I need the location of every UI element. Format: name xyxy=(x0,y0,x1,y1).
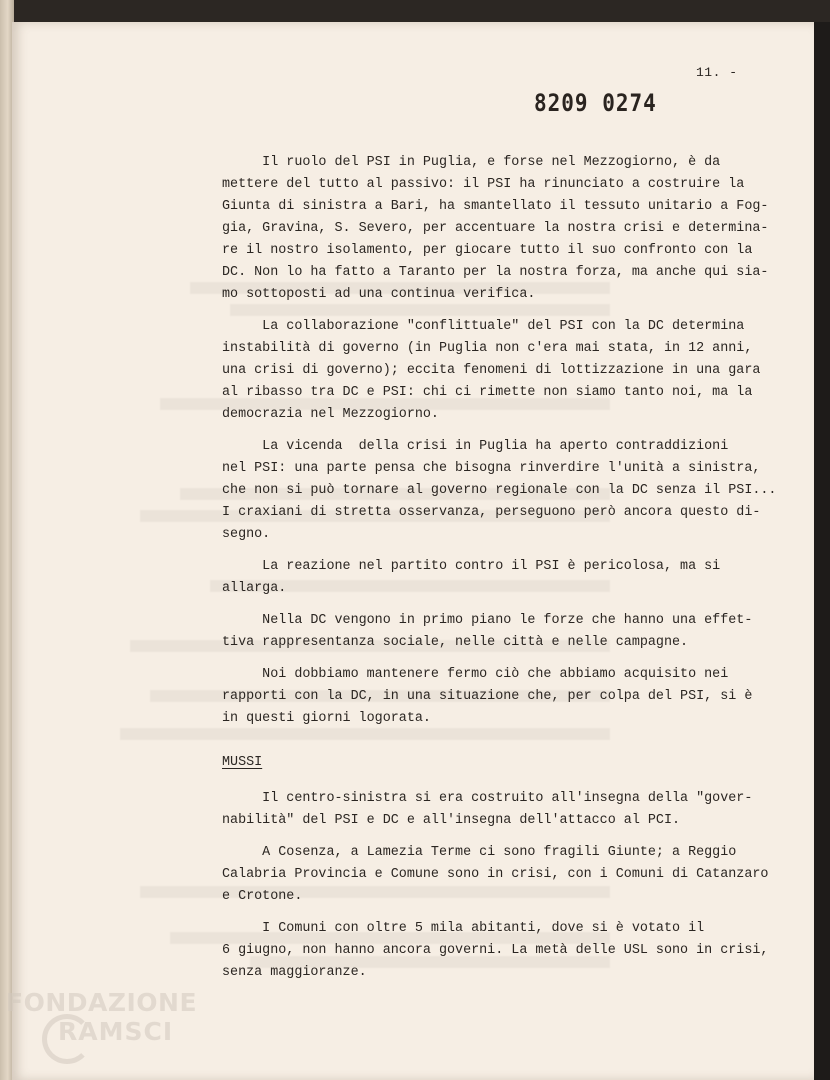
speaker-name: MUSSI xyxy=(222,755,263,770)
paragraph xyxy=(222,436,777,546)
text-line: A Cosenza, a Lamezia Terme ci sono fragili Giunte; a Reggio xyxy=(222,845,737,860)
text-line: Nella DC vengono in primo piano le forze che hanno una effet- xyxy=(222,613,753,628)
paragraph xyxy=(222,556,762,600)
paragraph xyxy=(222,316,762,426)
text-line: re il nostro isolamento, per giocare tutto il suo confronto con la xyxy=(222,243,753,258)
text-line: al ribasso tra DC e PSI: chi ci rimette non siamo tanto noi, ma la xyxy=(222,385,753,400)
text-line: La vicenda della crisi in Puglia ha aperto contraddizioni xyxy=(222,439,729,454)
text-line: in questi giorni logorata. xyxy=(222,711,431,726)
text-line: gia, Gravina, S. Severo, per accentuare la nostra crisi e determina- xyxy=(222,221,769,236)
paragraph xyxy=(222,610,762,654)
text-line: nabilità" del PSI e DC e all'insegna dell'attacco al PCI. xyxy=(222,813,681,828)
text-line: instabilità di governo (in Puglia non c'era mai stata, in 12 anni, xyxy=(222,341,753,356)
text-line: nel PSI: una parte pensa che bisogna rinverdire l'unità a sinistra, xyxy=(222,461,761,476)
text-line: I craxiani di stretta osservanza, perseguono però ancora questo di- xyxy=(222,505,761,520)
text-line: 6 giugno, non hanno ancora governi. La metà delle USL sono in crisi, xyxy=(222,943,769,958)
fondazione-gramsci-watermark xyxy=(6,990,206,1044)
section-1 xyxy=(222,152,777,740)
text-line: democrazia nel Mezzogiorno. xyxy=(222,407,439,422)
text-line: Il ruolo del PSI in Puglia, e forse nel Mezzogiorno, è da xyxy=(222,155,721,170)
text-line: una crisi di governo); eccita fenomeni di lottizzazione in una gara xyxy=(222,363,761,378)
text-line: senza maggioranze. xyxy=(222,965,367,980)
archive-stamp: 8209 0274 xyxy=(534,89,657,117)
text-line: I Comuni con oltre 5 mila abitanti, dove si è votato il xyxy=(222,921,705,936)
paragraph xyxy=(222,842,769,908)
text-line: Giunta di sinistra a Bari, ha smantellato il tessuto unitario a Fog- xyxy=(222,199,769,214)
paragraph xyxy=(222,918,769,984)
watermark-line-2: RAMSCI xyxy=(58,1017,174,1046)
page-number: 11. - xyxy=(696,65,738,80)
text-line: rapporti con la DC, in una situazione che, per colpa del PSI, si è xyxy=(222,689,753,704)
text-line: La reazione nel partito contro il PSI è pericolosa, ma si xyxy=(222,559,721,574)
text-line: mettere del tutto al passivo: il PSI ha rinunciato a costruire la xyxy=(222,177,745,192)
text-line: che non si può tornare al governo regionale con la DC senza il PSI... xyxy=(222,483,777,498)
watermark-line-1: FONDAZIONE xyxy=(6,988,198,1017)
text-line: Noi dobbiamo mantenere fermo ciò che abbiamo acquisito nei xyxy=(222,667,729,682)
text-line: Il centro-sinistra si era costruito all'insegna della "gover- xyxy=(222,791,753,806)
text-line: allarga. xyxy=(222,581,287,596)
text-line: La collaborazione "conflittuale" del PSI con la DC determina xyxy=(222,319,745,334)
text-line: e Crotone. xyxy=(222,889,303,904)
text-line: Calabria Provincia e Comune sono in crisi, con i Comuni di Catanzaro xyxy=(222,867,769,882)
text-line: segno. xyxy=(222,527,271,542)
watermark-g-ring-icon xyxy=(42,1014,92,1064)
paragraph xyxy=(222,664,762,730)
text-line: mo sottoposti ad una continua verifica. xyxy=(222,287,536,302)
text-line: DC. Non lo ha fatto a Taranto per la nostra forza, ma anche qui sia- xyxy=(222,265,769,280)
section-2 xyxy=(222,788,769,994)
paragraph xyxy=(222,788,762,832)
paragraph xyxy=(222,152,769,306)
text-line: tiva rappresentanza sociale, nelle città e nelle campagne. xyxy=(222,635,689,650)
